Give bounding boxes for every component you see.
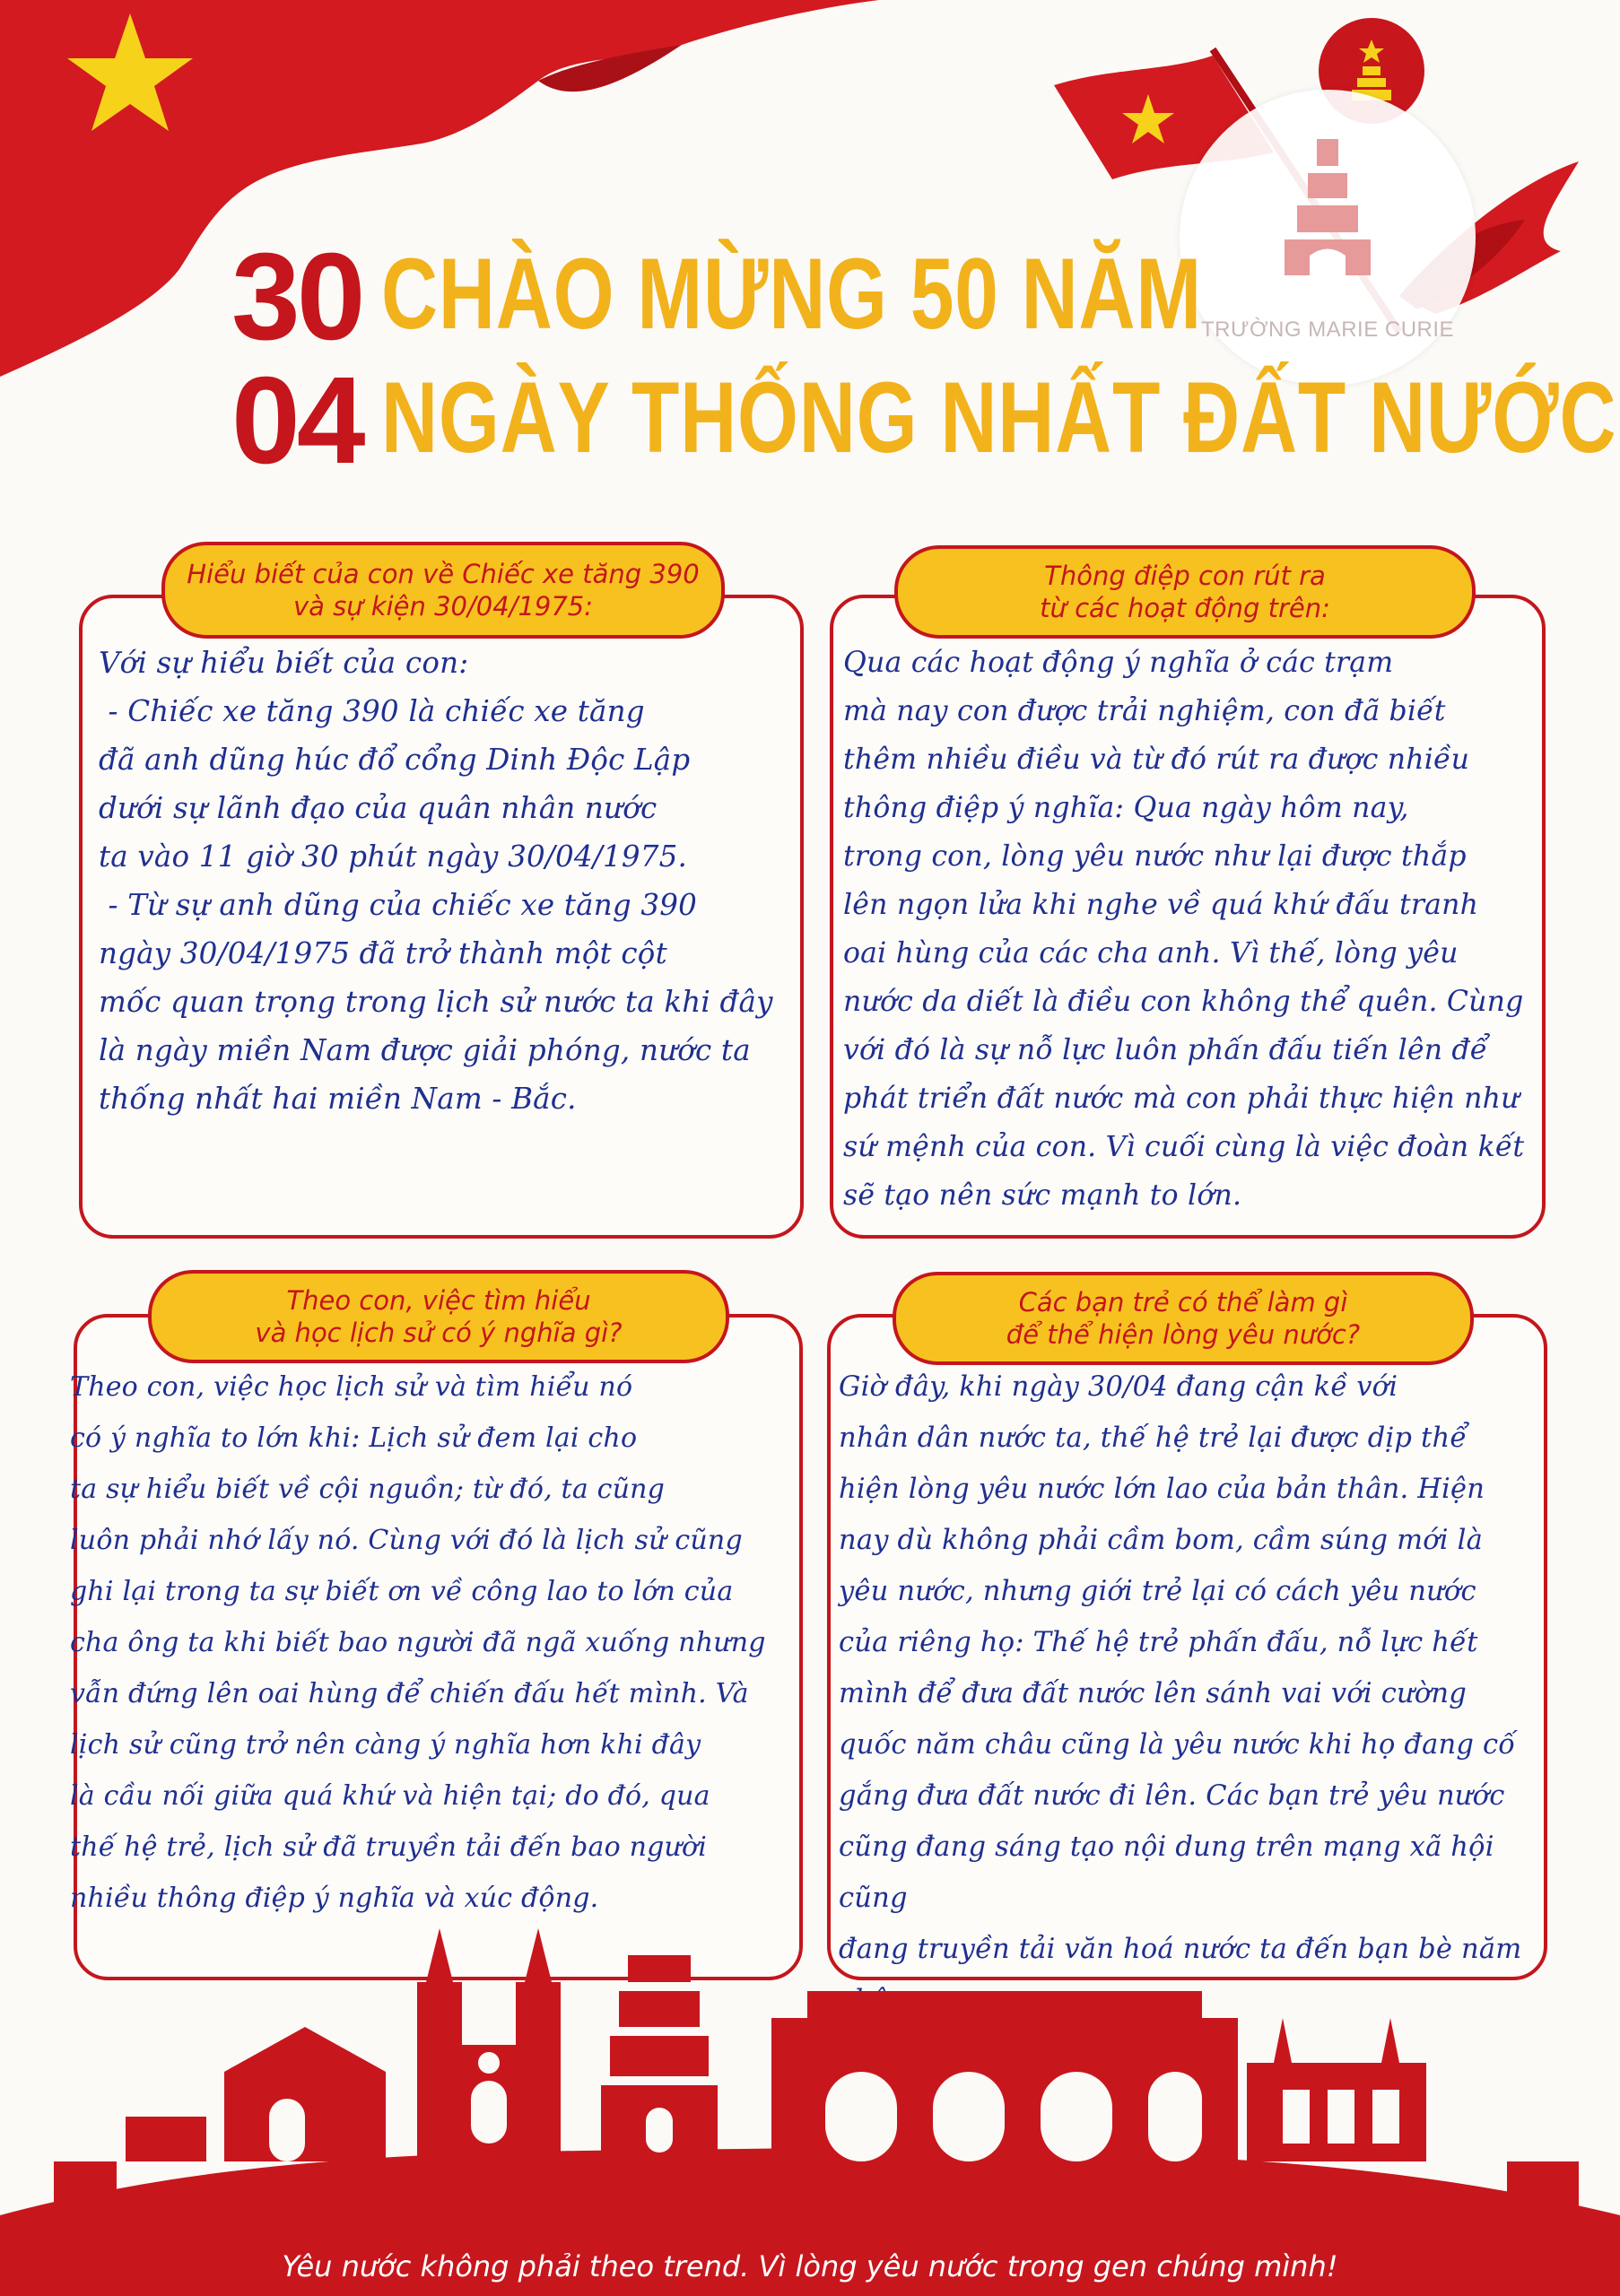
heading-youth-text: Các bạn trẻ có thể làm gì để thể hiện lòng yêu nước? bbox=[1006, 1286, 1361, 1350]
answer-text-history: Theo con, việc học lịch sử và tìm hiểu nó có ý nghĩa to lớn khi: Lịch sử đem lại cho ta sự hiểu biết về cội nguồn; từ đó, ta cũng luôn phải nhớ lấy nó. Cùng với đó là lịch sử cũng ghi lại trong ta sự biết ơn về công lao to lớn của cha ông ta khi biết bao người đã ngã xuống nhưng vẫn đứng lên oai hùng để chiến đấu hết mình. Và lịch sử cũng trở nên càng ý nghĩa hơn khi đây là cầu nối giữa quá khứ và hiện tại; do đó, qua thế hệ trẻ, lịch sử đã truyền tải đến bao người nhiều thông điệp ý nghĩa và xúc động. bbox=[70, 1371, 766, 1914]
answer-text-youth: Giờ đây, khi ngày 30/04 đang cận kề với nhân dân nước ta, thế hệ trẻ lại được dịp thể hiện lòng yêu nước lớn lao của bản thân. Hiện nay dù không phải cầm bom, cầm súng mới là yêu nước, nhưng giới trẻ lại có cách yêu nước của riêng họ: Thế hệ trẻ phấn đấu, nỗ lực hết mình để đưa đất nước lên sánh vai với cường quốc năm châu cũng là yêu nước khi họ đang cố gắng đưa đất nước đi lên. Các bạn trẻ yêu nước cũng đang sáng tạo nội dung trên mạng xã hội cũng đang truyền tải văn hoá nước ta đến bạn bè năm bbox=[839, 1371, 1522, 1965]
title-line-1: CHÀO MỪNG 50 NĂM bbox=[381, 238, 1202, 350]
date-month: 04 bbox=[231, 352, 362, 490]
tower-logo-icon bbox=[1274, 139, 1381, 291]
heading-history bbox=[148, 1270, 729, 1363]
landmarks-silhouette bbox=[0, 1919, 1620, 2296]
heading-tank-390-text: Hiểu biết của con về Chiếc xe tăng 390 và sự kiện 30/04/1975: bbox=[187, 558, 700, 622]
heading-message bbox=[894, 545, 1476, 639]
heading-message-text: Thông điệp con rút ra từ các hoạt động trên: bbox=[1040, 560, 1330, 623]
heading-tank-390 bbox=[161, 542, 725, 639]
logo-text: TRƯỜNG MARIE CURIE bbox=[1200, 317, 1455, 342]
title-line-2: NGÀY THỐNG NHẤT ĐẤT NƯỚC bbox=[381, 361, 1617, 474]
date-day: 30 bbox=[231, 228, 362, 366]
school-logo-watermark bbox=[1180, 90, 1476, 386]
answer-text-message: Qua các hoạt động ý nghĩa ở các trạm mà nay con được trải nghiệm, con đã biết thêm nhiều điều và từ đó rút ra được nhiều thông điệp ý nghĩa: Qua ngày hôm nay, trong con, lòng yêu nước như lại được thắp lên ngọn lửa khi nghe về quá khứ đấu tranh oai hùng của các cha anh. Vì thế, lòng yêu nước da diết là điều con không thể quên. Cùng với đó là sự nỗ lực luôn phấn đấu tiến lên để phát triển đất nước mà con phải thực hiện như sứ mệnh của con. Vì cuối cùng là việc đoàn kết sẽ tạo nên sức mạnh to lớn. bbox=[843, 647, 1525, 1212]
heading-history-text: Theo con, việc tìm hiểu và học lịch sử có ý nghĩa gì? bbox=[255, 1284, 623, 1348]
footer-slogan: Yêu nước không phải theo trend. Vì lòng yêu nước trong gen chúng mình! bbox=[282, 2249, 1338, 2283]
answer-text-tank-390: Với sự hiểu biết của con: - Chiếc xe tăng 390 là chiếc xe tăng đã anh dũng húc đổ cổng Dinh Độc Lập dưới sự lãnh đạo của quân nhân nước ta vào 11 giờ 30 phút ngày 30/04/1975. - Từ sự anh dũng của chiếc xe tăng 390 ngày 30/04/1975 đã trở thành một cột mốc quan trọng trong lịch sử nước ta khi đây là ngày miền Nam được giải phóng, nước ta thống nhất hai miền Nam - Bắc. bbox=[99, 646, 773, 1116]
heading-youth bbox=[893, 1272, 1474, 1365]
